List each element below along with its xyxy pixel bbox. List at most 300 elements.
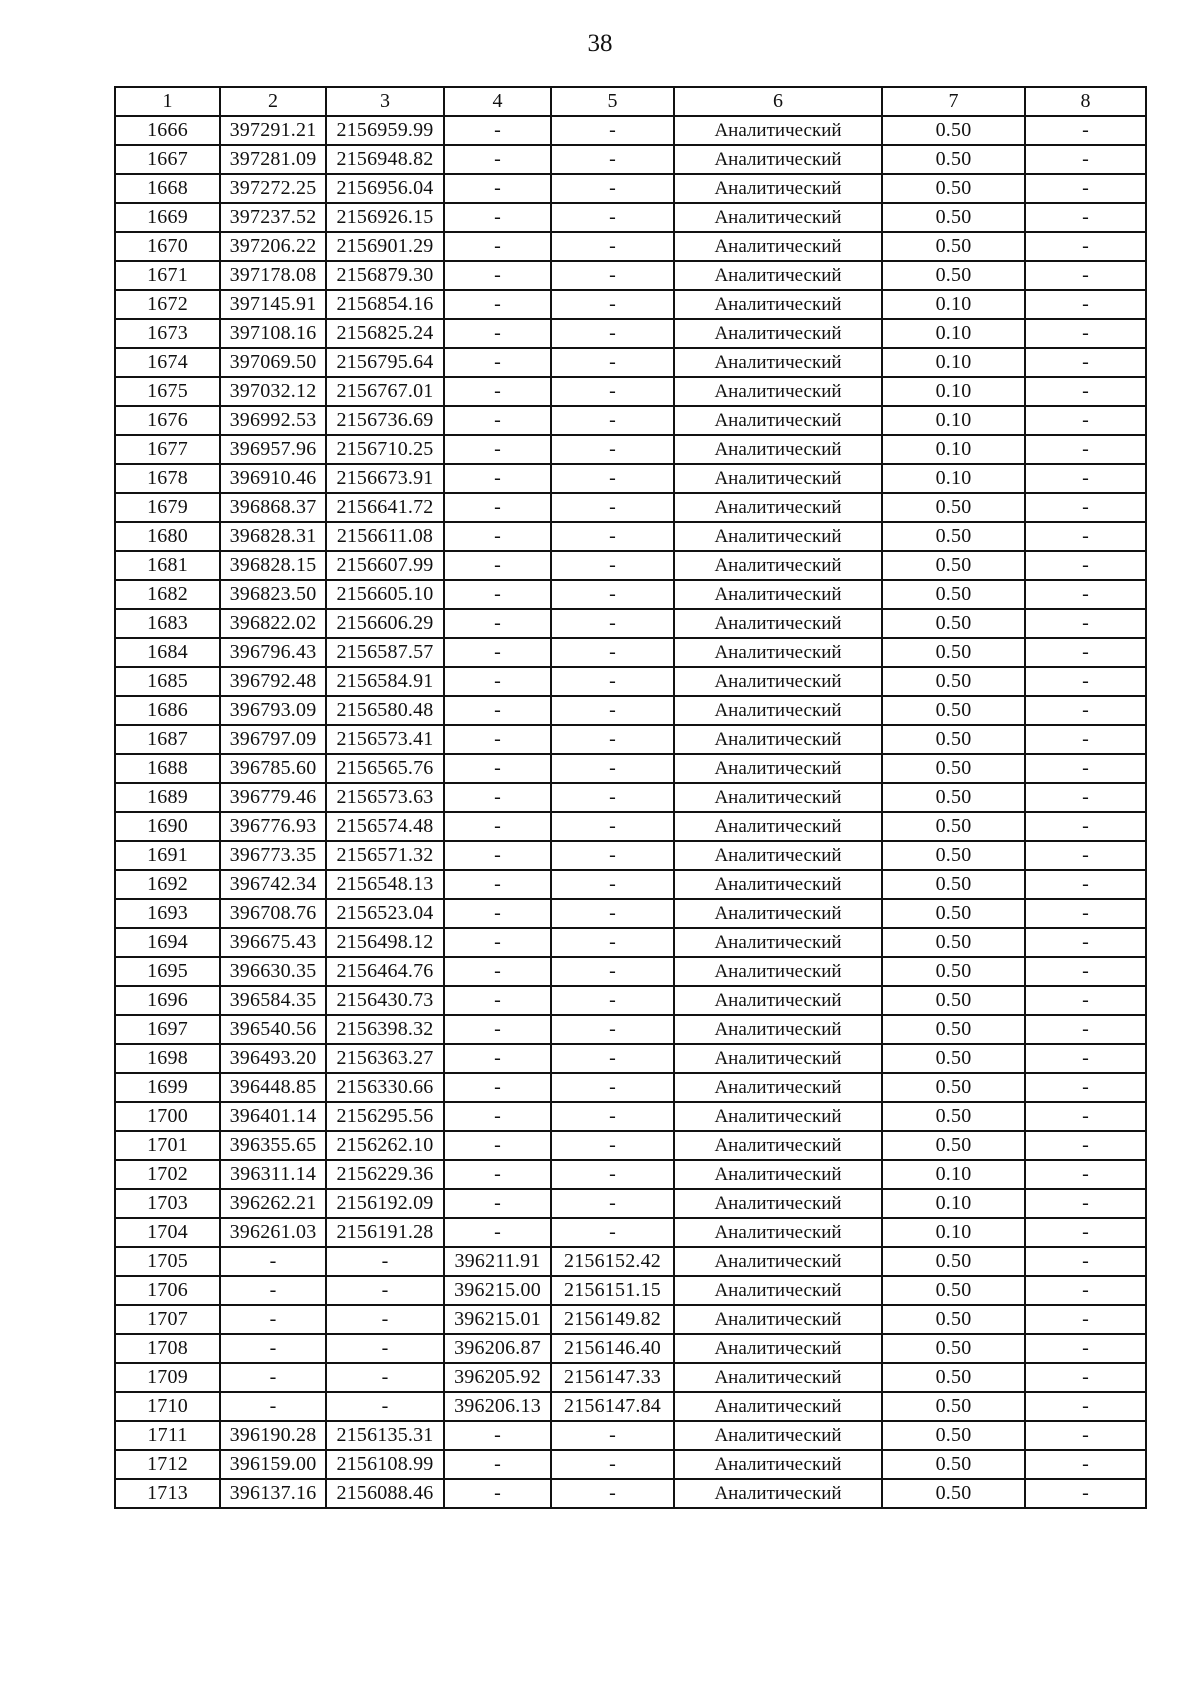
method-cell: Аналитический bbox=[674, 667, 882, 696]
accuracy-cell: 0.50 bbox=[882, 957, 1025, 986]
y-coordinate-cell: 2156464.76 bbox=[326, 957, 444, 986]
x-coordinate-cell: 396779.46 bbox=[220, 783, 326, 812]
y-coordinate-cell: 2156673.91 bbox=[326, 464, 444, 493]
table-row bbox=[115, 145, 1146, 174]
table-row bbox=[115, 1015, 1146, 1044]
y-coordinate-alt-cell: - bbox=[551, 783, 674, 812]
table-row bbox=[115, 841, 1146, 870]
x-coordinate-alt-cell: - bbox=[444, 377, 551, 406]
y-coordinate-alt-cell: - bbox=[551, 1218, 674, 1247]
method-cell: Аналитический bbox=[674, 1276, 882, 1305]
note-cell: - bbox=[1025, 522, 1146, 551]
accuracy-cell: 0.50 bbox=[882, 1334, 1025, 1363]
method-cell: Аналитический bbox=[674, 348, 882, 377]
method-cell: Аналитический bbox=[674, 435, 882, 464]
method-cell: Аналитический bbox=[674, 232, 882, 261]
y-coordinate-alt-cell: 2156147.33 bbox=[551, 1363, 674, 1392]
x-coordinate-cell: 396311.14 bbox=[220, 1160, 326, 1189]
table-row bbox=[115, 1276, 1146, 1305]
note-cell: - bbox=[1025, 1160, 1146, 1189]
y-coordinate-cell: 2156330.66 bbox=[326, 1073, 444, 1102]
table-row bbox=[115, 377, 1146, 406]
table-row bbox=[115, 1102, 1146, 1131]
point-number-cell: 1705 bbox=[115, 1247, 220, 1276]
y-coordinate-alt-cell: - bbox=[551, 493, 674, 522]
column-header: 2 bbox=[220, 87, 326, 116]
y-coordinate-cell: 2156710.25 bbox=[326, 435, 444, 464]
point-number-cell: 1684 bbox=[115, 638, 220, 667]
x-coordinate-alt-cell: - bbox=[444, 348, 551, 377]
method-cell: Аналитический bbox=[674, 580, 882, 609]
note-cell: - bbox=[1025, 493, 1146, 522]
method-cell: Аналитический bbox=[674, 1392, 882, 1421]
note-cell: - bbox=[1025, 1450, 1146, 1479]
y-coordinate-alt-cell: - bbox=[551, 1102, 674, 1131]
method-cell: Аналитический bbox=[674, 1247, 882, 1276]
accuracy-cell: 0.50 bbox=[882, 551, 1025, 580]
y-coordinate-cell: 2156606.29 bbox=[326, 609, 444, 638]
note-cell: - bbox=[1025, 464, 1146, 493]
y-coordinate-cell: 2156363.27 bbox=[326, 1044, 444, 1073]
y-coordinate-alt-cell: - bbox=[551, 667, 674, 696]
y-coordinate-alt-cell: - bbox=[551, 464, 674, 493]
x-coordinate-alt-cell: - bbox=[444, 116, 551, 145]
y-coordinate-cell: 2156574.48 bbox=[326, 812, 444, 841]
accuracy-cell: 0.50 bbox=[882, 1131, 1025, 1160]
y-coordinate-alt-cell: 2156149.82 bbox=[551, 1305, 674, 1334]
x-coordinate-cell: 396742.34 bbox=[220, 870, 326, 899]
table-row bbox=[115, 696, 1146, 725]
y-coordinate-alt-cell: - bbox=[551, 957, 674, 986]
x-coordinate-cell: 396823.50 bbox=[220, 580, 326, 609]
point-number-cell: 1669 bbox=[115, 203, 220, 232]
x-coordinate-cell: 396448.85 bbox=[220, 1073, 326, 1102]
accuracy-cell: 0.50 bbox=[882, 1247, 1025, 1276]
x-coordinate-cell: 397178.08 bbox=[220, 261, 326, 290]
accuracy-cell: 0.50 bbox=[882, 899, 1025, 928]
note-cell: - bbox=[1025, 406, 1146, 435]
y-coordinate-alt-cell: - bbox=[551, 899, 674, 928]
method-cell: Аналитический bbox=[674, 377, 882, 406]
x-coordinate-alt-cell: - bbox=[444, 290, 551, 319]
method-cell: Аналитический bbox=[674, 812, 882, 841]
table-row bbox=[115, 203, 1146, 232]
point-number-cell: 1690 bbox=[115, 812, 220, 841]
x-coordinate-alt-cell: - bbox=[444, 580, 551, 609]
x-coordinate-alt-cell: 396211.91 bbox=[444, 1247, 551, 1276]
x-coordinate-cell: 396261.03 bbox=[220, 1218, 326, 1247]
x-coordinate-cell: - bbox=[220, 1305, 326, 1334]
table-row bbox=[115, 348, 1146, 377]
y-coordinate-cell: 2156191.28 bbox=[326, 1218, 444, 1247]
y-coordinate-alt-cell: - bbox=[551, 1131, 674, 1160]
table-row bbox=[115, 406, 1146, 435]
method-cell: Аналитический bbox=[674, 261, 882, 290]
method-cell: Аналитический bbox=[674, 551, 882, 580]
x-coordinate-cell: 396493.20 bbox=[220, 1044, 326, 1073]
table-row bbox=[115, 493, 1146, 522]
y-coordinate-alt-cell: - bbox=[551, 725, 674, 754]
y-coordinate-alt-cell: - bbox=[551, 696, 674, 725]
y-coordinate-cell: 2156548.13 bbox=[326, 870, 444, 899]
table-row bbox=[115, 1218, 1146, 1247]
x-coordinate-alt-cell: - bbox=[444, 406, 551, 435]
x-coordinate-cell: 396675.43 bbox=[220, 928, 326, 957]
y-coordinate-cell: - bbox=[326, 1392, 444, 1421]
x-coordinate-alt-cell: - bbox=[444, 551, 551, 580]
y-coordinate-alt-cell: 2156146.40 bbox=[551, 1334, 674, 1363]
method-cell: Аналитический bbox=[674, 290, 882, 319]
y-coordinate-alt-cell: - bbox=[551, 1450, 674, 1479]
note-cell: - bbox=[1025, 261, 1146, 290]
y-coordinate-cell: 2156571.32 bbox=[326, 841, 444, 870]
accuracy-cell: 0.50 bbox=[882, 928, 1025, 957]
y-coordinate-cell: 2156108.99 bbox=[326, 1450, 444, 1479]
x-coordinate-cell: 396584.35 bbox=[220, 986, 326, 1015]
method-cell: Аналитический bbox=[674, 899, 882, 928]
note-cell: - bbox=[1025, 754, 1146, 783]
accuracy-cell: 0.50 bbox=[882, 609, 1025, 638]
x-coordinate-cell: 397145.91 bbox=[220, 290, 326, 319]
table-row bbox=[115, 754, 1146, 783]
accuracy-cell: 0.50 bbox=[882, 1363, 1025, 1392]
note-cell: - bbox=[1025, 551, 1146, 580]
x-coordinate-cell: - bbox=[220, 1247, 326, 1276]
column-header: 8 bbox=[1025, 87, 1146, 116]
x-coordinate-cell: 396796.43 bbox=[220, 638, 326, 667]
x-coordinate-alt-cell: - bbox=[444, 870, 551, 899]
x-coordinate-cell: 396785.60 bbox=[220, 754, 326, 783]
table-row bbox=[115, 435, 1146, 464]
table-row bbox=[115, 1392, 1146, 1421]
note-cell: - bbox=[1025, 203, 1146, 232]
y-coordinate-alt-cell: - bbox=[551, 986, 674, 1015]
note-cell: - bbox=[1025, 290, 1146, 319]
method-cell: Аналитический bbox=[674, 493, 882, 522]
y-coordinate-cell: 2156948.82 bbox=[326, 145, 444, 174]
y-coordinate-cell: 2156573.63 bbox=[326, 783, 444, 812]
note-cell: - bbox=[1025, 1189, 1146, 1218]
point-number-cell: 1674 bbox=[115, 348, 220, 377]
y-coordinate-cell: 2156430.73 bbox=[326, 986, 444, 1015]
method-cell: Аналитический bbox=[674, 1160, 882, 1189]
accuracy-cell: 0.10 bbox=[882, 1218, 1025, 1247]
method-cell: Аналитический bbox=[674, 638, 882, 667]
column-header: 4 bbox=[444, 87, 551, 116]
method-cell: Аналитический bbox=[674, 986, 882, 1015]
point-number-cell: 1712 bbox=[115, 1450, 220, 1479]
point-number-cell: 1707 bbox=[115, 1305, 220, 1334]
x-coordinate-alt-cell: - bbox=[444, 696, 551, 725]
method-cell: Аналитический bbox=[674, 1479, 882, 1508]
x-coordinate-cell: - bbox=[220, 1334, 326, 1363]
x-coordinate-alt-cell: - bbox=[444, 1189, 551, 1218]
note-cell: - bbox=[1025, 1334, 1146, 1363]
accuracy-cell: 0.50 bbox=[882, 203, 1025, 232]
point-number-cell: 1686 bbox=[115, 696, 220, 725]
accuracy-cell: 0.10 bbox=[882, 377, 1025, 406]
note-cell: - bbox=[1025, 1131, 1146, 1160]
accuracy-cell: 0.50 bbox=[882, 725, 1025, 754]
note-cell: - bbox=[1025, 638, 1146, 667]
x-coordinate-alt-cell: - bbox=[444, 1131, 551, 1160]
point-number-cell: 1679 bbox=[115, 493, 220, 522]
point-number-cell: 1710 bbox=[115, 1392, 220, 1421]
x-coordinate-cell: 396137.16 bbox=[220, 1479, 326, 1508]
method-cell: Аналитический bbox=[674, 1073, 882, 1102]
x-coordinate-cell: 396630.35 bbox=[220, 957, 326, 986]
note-cell: - bbox=[1025, 435, 1146, 464]
note-cell: - bbox=[1025, 319, 1146, 348]
y-coordinate-alt-cell: - bbox=[551, 1189, 674, 1218]
y-coordinate-cell: 2156565.76 bbox=[326, 754, 444, 783]
note-cell: - bbox=[1025, 580, 1146, 609]
accuracy-cell: 0.50 bbox=[882, 1479, 1025, 1508]
y-coordinate-cell: 2156854.16 bbox=[326, 290, 444, 319]
note-cell: - bbox=[1025, 1102, 1146, 1131]
x-coordinate-alt-cell: - bbox=[444, 957, 551, 986]
note-cell: - bbox=[1025, 812, 1146, 841]
note-cell: - bbox=[1025, 1276, 1146, 1305]
x-coordinate-cell: 397281.09 bbox=[220, 145, 326, 174]
point-number-cell: 1675 bbox=[115, 377, 220, 406]
y-coordinate-cell: 2156573.41 bbox=[326, 725, 444, 754]
x-coordinate-alt-cell: - bbox=[444, 493, 551, 522]
method-cell: Аналитический bbox=[674, 725, 882, 754]
method-cell: Аналитический bbox=[674, 1189, 882, 1218]
y-coordinate-cell: - bbox=[326, 1334, 444, 1363]
y-coordinate-cell: 2156879.30 bbox=[326, 261, 444, 290]
method-cell: Аналитический bbox=[674, 174, 882, 203]
accuracy-cell: 0.50 bbox=[882, 261, 1025, 290]
note-cell: - bbox=[1025, 1392, 1146, 1421]
x-coordinate-cell: 396401.14 bbox=[220, 1102, 326, 1131]
table-row bbox=[115, 1450, 1146, 1479]
accuracy-cell: 0.10 bbox=[882, 1160, 1025, 1189]
accuracy-cell: 0.50 bbox=[882, 145, 1025, 174]
note-cell: - bbox=[1025, 870, 1146, 899]
x-coordinate-cell: 396540.56 bbox=[220, 1015, 326, 1044]
y-coordinate-alt-cell: - bbox=[551, 1421, 674, 1450]
table-row bbox=[115, 783, 1146, 812]
point-number-cell: 1692 bbox=[115, 870, 220, 899]
y-coordinate-cell: 2156398.32 bbox=[326, 1015, 444, 1044]
y-coordinate-alt-cell: - bbox=[551, 348, 674, 377]
x-coordinate-alt-cell: - bbox=[444, 174, 551, 203]
table-row bbox=[115, 232, 1146, 261]
x-coordinate-alt-cell: 396206.87 bbox=[444, 1334, 551, 1363]
point-number-cell: 1682 bbox=[115, 580, 220, 609]
accuracy-cell: 0.10 bbox=[882, 464, 1025, 493]
y-coordinate-alt-cell: - bbox=[551, 290, 674, 319]
coordinates-table bbox=[114, 86, 1147, 1509]
note-cell: - bbox=[1025, 986, 1146, 1015]
accuracy-cell: 0.10 bbox=[882, 406, 1025, 435]
y-coordinate-alt-cell: - bbox=[551, 841, 674, 870]
method-cell: Аналитический bbox=[674, 1015, 882, 1044]
accuracy-cell: 0.50 bbox=[882, 232, 1025, 261]
x-coordinate-alt-cell: - bbox=[444, 261, 551, 290]
x-coordinate-alt-cell: - bbox=[444, 609, 551, 638]
point-number-cell: 1672 bbox=[115, 290, 220, 319]
note-cell: - bbox=[1025, 116, 1146, 145]
accuracy-cell: 0.10 bbox=[882, 348, 1025, 377]
y-coordinate-cell: 2156262.10 bbox=[326, 1131, 444, 1160]
y-coordinate-cell: 2156959.99 bbox=[326, 116, 444, 145]
point-number-cell: 1681 bbox=[115, 551, 220, 580]
note-cell: - bbox=[1025, 348, 1146, 377]
y-coordinate-alt-cell: - bbox=[551, 203, 674, 232]
point-number-cell: 1685 bbox=[115, 667, 220, 696]
y-coordinate-alt-cell: - bbox=[551, 609, 674, 638]
table-row bbox=[115, 986, 1146, 1015]
x-coordinate-cell: 396773.35 bbox=[220, 841, 326, 870]
y-coordinate-cell: 2156825.24 bbox=[326, 319, 444, 348]
method-cell: Аналитический bbox=[674, 1305, 882, 1334]
y-coordinate-cell: 2156795.64 bbox=[326, 348, 444, 377]
y-coordinate-cell: 2156605.10 bbox=[326, 580, 444, 609]
method-cell: Аналитический bbox=[674, 1421, 882, 1450]
y-coordinate-alt-cell: - bbox=[551, 1044, 674, 1073]
table-header-row bbox=[115, 87, 1146, 116]
method-cell: Аналитический bbox=[674, 116, 882, 145]
note-cell: - bbox=[1025, 1479, 1146, 1508]
x-coordinate-cell: - bbox=[220, 1392, 326, 1421]
method-cell: Аналитический bbox=[674, 522, 882, 551]
note-cell: - bbox=[1025, 1421, 1146, 1450]
point-number-cell: 1670 bbox=[115, 232, 220, 261]
x-coordinate-alt-cell: - bbox=[444, 522, 551, 551]
y-coordinate-cell: 2156926.15 bbox=[326, 203, 444, 232]
note-cell: - bbox=[1025, 1247, 1146, 1276]
x-coordinate-cell: 397272.25 bbox=[220, 174, 326, 203]
table-row bbox=[115, 812, 1146, 841]
method-cell: Аналитический bbox=[674, 145, 882, 174]
note-cell: - bbox=[1025, 783, 1146, 812]
note-cell: - bbox=[1025, 928, 1146, 957]
x-coordinate-cell: 396828.15 bbox=[220, 551, 326, 580]
note-cell: - bbox=[1025, 1218, 1146, 1247]
y-coordinate-alt-cell: - bbox=[551, 261, 674, 290]
x-coordinate-alt-cell: - bbox=[444, 1044, 551, 1073]
y-coordinate-alt-cell: - bbox=[551, 551, 674, 580]
table-row bbox=[115, 928, 1146, 957]
y-coordinate-cell: 2156641.72 bbox=[326, 493, 444, 522]
accuracy-cell: 0.50 bbox=[882, 1421, 1025, 1450]
x-coordinate-alt-cell: - bbox=[444, 145, 551, 174]
x-coordinate-cell: 396262.21 bbox=[220, 1189, 326, 1218]
note-cell: - bbox=[1025, 1363, 1146, 1392]
note-cell: - bbox=[1025, 174, 1146, 203]
y-coordinate-alt-cell: - bbox=[551, 377, 674, 406]
y-coordinate-cell: 2156580.48 bbox=[326, 696, 444, 725]
point-number-cell: 1694 bbox=[115, 928, 220, 957]
point-number-cell: 1709 bbox=[115, 1363, 220, 1392]
column-header: 6 bbox=[674, 87, 882, 116]
table-row bbox=[115, 116, 1146, 145]
point-number-cell: 1701 bbox=[115, 1131, 220, 1160]
x-coordinate-cell: 396708.76 bbox=[220, 899, 326, 928]
accuracy-cell: 0.50 bbox=[882, 1276, 1025, 1305]
x-coordinate-cell: 397291.21 bbox=[220, 116, 326, 145]
accuracy-cell: 0.10 bbox=[882, 435, 1025, 464]
x-coordinate-cell: 397237.52 bbox=[220, 203, 326, 232]
accuracy-cell: 0.50 bbox=[882, 870, 1025, 899]
method-cell: Аналитический bbox=[674, 1218, 882, 1247]
table-row bbox=[115, 957, 1146, 986]
table-row bbox=[115, 1334, 1146, 1363]
accuracy-cell: 0.50 bbox=[882, 580, 1025, 609]
y-coordinate-cell: - bbox=[326, 1363, 444, 1392]
x-coordinate-alt-cell: - bbox=[444, 1479, 551, 1508]
point-number-cell: 1667 bbox=[115, 145, 220, 174]
method-cell: Аналитический bbox=[674, 1334, 882, 1363]
point-number-cell: 1683 bbox=[115, 609, 220, 638]
method-cell: Аналитический bbox=[674, 754, 882, 783]
y-coordinate-alt-cell: 2156152.42 bbox=[551, 1247, 674, 1276]
x-coordinate-alt-cell: - bbox=[444, 232, 551, 261]
y-coordinate-cell: - bbox=[326, 1247, 444, 1276]
note-cell: - bbox=[1025, 1305, 1146, 1334]
note-cell: - bbox=[1025, 1044, 1146, 1073]
y-coordinate-cell: 2156498.12 bbox=[326, 928, 444, 957]
method-cell: Аналитический bbox=[674, 870, 882, 899]
accuracy-cell: 0.50 bbox=[882, 1305, 1025, 1334]
y-coordinate-cell: 2156088.46 bbox=[326, 1479, 444, 1508]
table-row bbox=[115, 1131, 1146, 1160]
point-number-cell: 1700 bbox=[115, 1102, 220, 1131]
y-coordinate-alt-cell: - bbox=[551, 754, 674, 783]
x-coordinate-cell: 396868.37 bbox=[220, 493, 326, 522]
point-number-cell: 1711 bbox=[115, 1421, 220, 1450]
note-cell: - bbox=[1025, 725, 1146, 754]
x-coordinate-cell: 397108.16 bbox=[220, 319, 326, 348]
note-cell: - bbox=[1025, 145, 1146, 174]
accuracy-cell: 0.50 bbox=[882, 783, 1025, 812]
y-coordinate-alt-cell: - bbox=[551, 116, 674, 145]
x-coordinate-alt-cell: 396215.00 bbox=[444, 1276, 551, 1305]
x-coordinate-alt-cell: - bbox=[444, 725, 551, 754]
note-cell: - bbox=[1025, 1073, 1146, 1102]
y-coordinate-cell: 2156587.57 bbox=[326, 638, 444, 667]
y-coordinate-cell: - bbox=[326, 1276, 444, 1305]
y-coordinate-alt-cell: - bbox=[551, 1073, 674, 1102]
point-number-cell: 1693 bbox=[115, 899, 220, 928]
y-coordinate-cell: 2156956.04 bbox=[326, 174, 444, 203]
table-row bbox=[115, 551, 1146, 580]
x-coordinate-cell: 396159.00 bbox=[220, 1450, 326, 1479]
x-coordinate-cell: - bbox=[220, 1276, 326, 1305]
y-coordinate-cell: - bbox=[326, 1305, 444, 1334]
y-coordinate-alt-cell: - bbox=[551, 1160, 674, 1189]
accuracy-cell: 0.50 bbox=[882, 1450, 1025, 1479]
point-number-cell: 1688 bbox=[115, 754, 220, 783]
accuracy-cell: 0.50 bbox=[882, 667, 1025, 696]
table-row bbox=[115, 319, 1146, 348]
x-coordinate-alt-cell: - bbox=[444, 435, 551, 464]
point-number-cell: 1703 bbox=[115, 1189, 220, 1218]
y-coordinate-cell: 2156229.36 bbox=[326, 1160, 444, 1189]
method-cell: Аналитический bbox=[674, 841, 882, 870]
note-cell: - bbox=[1025, 899, 1146, 928]
y-coordinate-alt-cell: - bbox=[551, 1015, 674, 1044]
table-row bbox=[115, 261, 1146, 290]
method-cell: Аналитический bbox=[674, 464, 882, 493]
point-number-cell: 1702 bbox=[115, 1160, 220, 1189]
x-coordinate-alt-cell: - bbox=[444, 1421, 551, 1450]
table-row bbox=[115, 1305, 1146, 1334]
method-cell: Аналитический bbox=[674, 1450, 882, 1479]
